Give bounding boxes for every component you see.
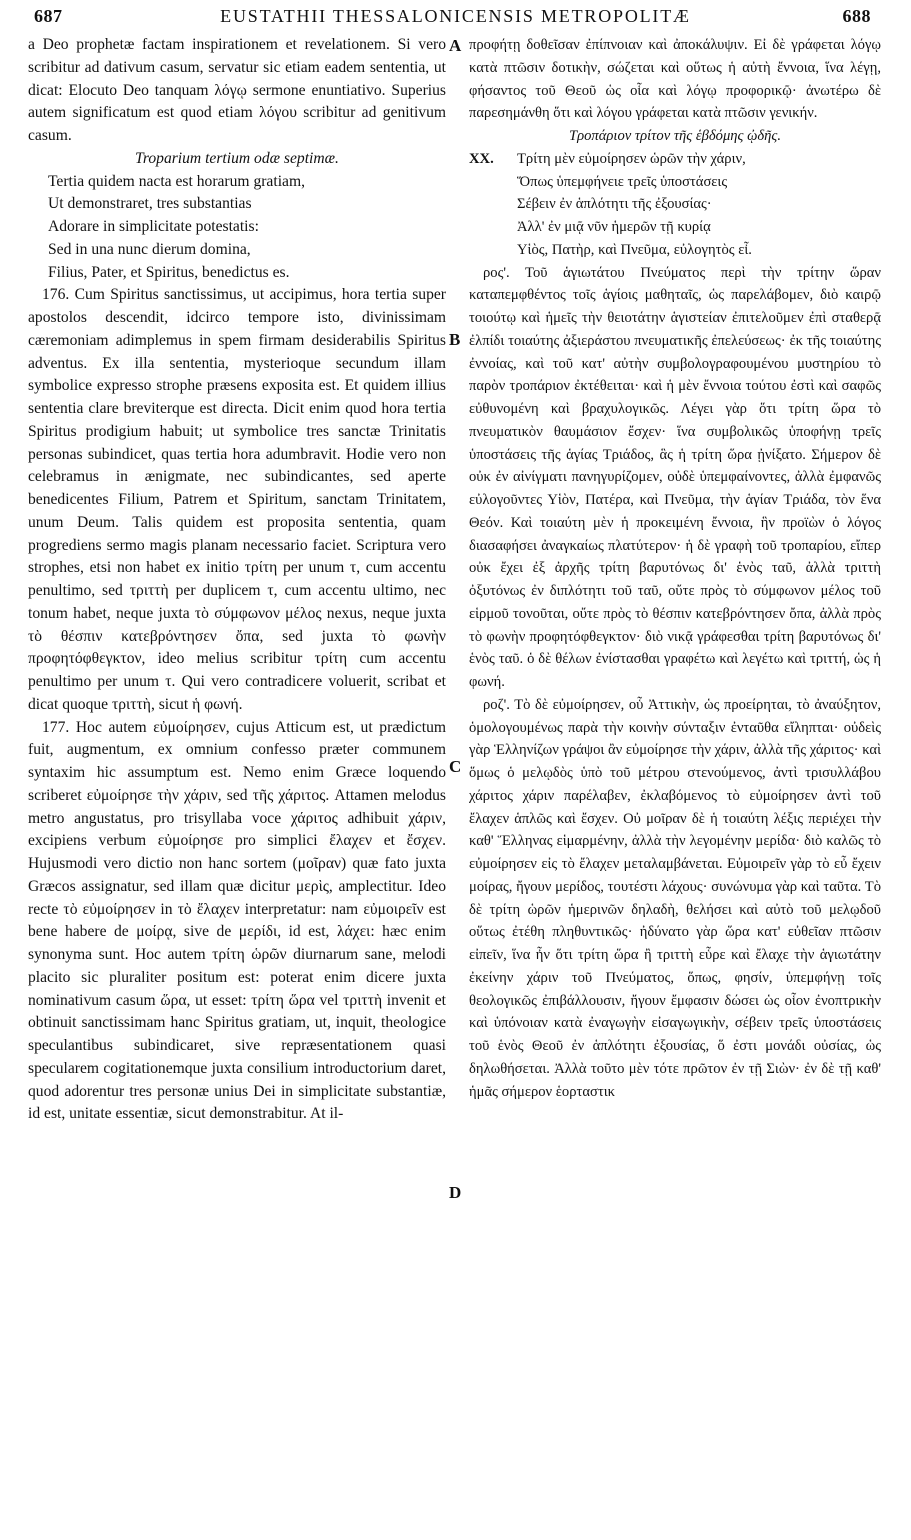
greek-column: [469, 34, 881, 1524]
greek-verse-line: Ὅπως ὑπεμφήνειε τρεῖς ὑποστάσεις: [517, 173, 728, 190]
page-number-left: 687: [34, 6, 63, 26]
greek-paragraph-176: ρος'. Τοῦ ἁγιωτάτου Πνεύματος περὶ τὴν τρίτην ὥραν καταπεμφθέντος τοῖς ἁγίοις μαθηταῖς, ὡς παρελάβομεν, διὸ καιρῷ τοιούτῳ καὶ ἡμεῖς τὴν θειοτάτην ἁγιστείαν ἐπιτελοῦμεν ἐπὶ σταθερᾷ ἐλπίδι τοιαύτης ἀξιεράστου πνευματικῆς ἐπελεύσεως· ἐκ τῆς τοιαύτης ἐννοίας, καὶ τοῦ κατ' αὐτὴν συμβολογραφουμένου μυστηρίου τὸ παρὸν τροπάριον ἐκτέθειται· καὶ ἡ μὲν ἔννοια τούτου ἐστὶ καὶ σαφῶς εὐθυνομένη καὶ βραχυλογικῶς. Λέγει γὰρ ὅτι τρίτη ὥρα τὸ πνευματικὸν θαυμάσιον ἔσχεν· ἵνα συμβολικῶς ὑποφήνῃ τρεῖς ὑποστάσεις τῆς ἁγίας Τριάδος, ἃς ἡ τρίτη ὥρα ᾐνίξατο. Σήμερον δὲ οὐκ ἐν αἰνίγματι πανηγυρίζομεν, οὐδὲ ὑπεμφαίνοντες, ἀλλὰ ἐμφανῶς εὐλογοῦντες Υἱὸν, Πατέρα, καὶ Πνεῦμα, τὴν ἁγίαν Τριάδα, τὸν ἕνα Θεόν. Καὶ τοιαύτη μὲν ἡ προκειμένη ἔννοια, ἣν προϊὼν ὁ λόγος διασαφήσει ἀναγκαίως πλατύτερον· ἡ δὲ γραφὴ τοῦ τροπαρίου, εἴπερ οὐκ ἔχει ἐξ ἀρχῆς τρίτη βαρυτόνως δι' ἑνὸς ταῦ, ἀλλὰ τριττὴ ὀξυτόνως ἐν διπλότητι τοῦ ταῦ, οὔτε πρὸς τὸ σύμφωνον μέλος τοῦ εἱρμοῦ τονοῦται, οὔτε πρὸς τὸ θέσπιν κατεβρόντησεν ὄπα, ἀλλὰ πρὸς τὸ φωνὴν προφητόφθεγκτον· διὸ νικᾷ γράφεσθαι τρίτη βαρυτόνως δι' ἑνὸς ταῦ. ὁ δὲ θέλων ἐνίστασθαι γραφέτω καὶ λεγέτω καὶ τριττή, ὡς ἡ φωνή.: [469, 264, 881, 690]
latin-intro-paragraph: a Deo prophetæ factam inspirationem et revelationem. Si vero scribitur ad dativum casum, servatur sic etiam eadem sententia, ut dicat: Elocuto Deo tanquam λόγῳ sermone enuntiativo. Superius autem significatum est quod etiam λόγου scribitur ad genitivum casum.: [28, 36, 446, 144]
latin-verse-line: Filius, Pater, et Spiritus, benedictus es.: [48, 263, 290, 281]
latin-troparion-heading: Troparium tertium odæ septimæ.: [135, 149, 339, 167]
verse-number: ΧΧ.: [469, 150, 494, 167]
latin-paragraph-176: 176. Cum Spiritus sanctissimus, ut accipimus, hora tertia super apostolos descendit, idcirco tempore isto, divinissimam cæremoniam adimplemus in spem firmam desiderabilis Spiritus adventus. Ex illa sententia, mysterioque secundum illam symbolice expresso strophe præsens exposita est. Et quidem illius sententia clare breviterque est directa. Dicit enim quod hora tertia Spiritus prodigium habuit; ut symbolice tres sanctæ Trinitatis personas subindicet, quas tertia hora adumbravit. Hodie vero non celebramus in ænigmate, nec subindicantes, sed aperte benedicentes Filium, Patrem et Spiritum, sanctam Trinitatem, unum Deum. Talis quidem est proposita sententia, quam progrediens sermo magis planam necessario faciet. Scriptura vero strophes, etsi non habet ex initio τρίτη per unum τ, cum accentu penultimo, sed τριττὴ per duplicem τ, cum accentu ultimo, nec tonum habet, neque juxta τὸ σύμφωνον μέλος nexus, neque juxta τὸ θέσπιν κατεβρόντησεν ὄπα, sed juxta τὸ φωνὴν προφητόφθεγκτον, ideo melius scribitur τρίτη cum accentu penultimo per unum τ. Qui vero contradicere voluerit, scribat et dicat quoque τριττὴ, sicut ἡ φωνή.: [28, 286, 446, 713]
latin-verse-line: Adorare in simplicitate potestatis:: [48, 218, 259, 235]
greek-verse-line-first: [469, 148, 881, 171]
greek-verse-line: Σέβειν ἐν ἁπλότητι τῆς ἐξουσίας·: [517, 196, 712, 213]
margin-letter-b: B: [449, 330, 461, 349]
latin-verse-line: Tertia quidem nacta est horarum gratiam,: [48, 172, 305, 190]
greek-verse-line: Ἀλλ' ἐν μιᾷ νῦν ἡμερῶν τῇ κυρίᾳ: [517, 219, 711, 235]
margin-letter-c: C: [449, 757, 462, 776]
margin-letter-d: D: [449, 1183, 462, 1202]
latin-verse-line: Sed in una nunc dierum domina,: [48, 240, 251, 258]
greek-paragraph-177: ροζ'. Τὸ δὲ εὐμοίρησεν, οὗ Ἀττικὴν, ὡς προείρηται, τὸ ἀναύξητον, ὁμολογουμένως παρὰ τὴν κοινὴν σύνταξιν ἐνταῦθα εἴληπται· οὐδεὶς γὰρ Ἑλληνίζων γράψοι ἂν εὐμοίρησε τὴν χάριν, ἀλλὰ τῆς χάριτος· καὶ ὅμως ὁ μελῳδὸς ὑπὸ τοῦ μέτρου στενούμενος, ἀντὶ τρισυλλάβου χάριτος χάριν παρέλαβεν, ἐκλαβόμενος τὸ εὐμοίρησεν ἀντὶ τοῦ ἔλαχεν ἁπλῶς καὶ ἔσχεν. Οὐ μοῖραν δὲ ἡ τοιαύτη λέξις περιέχει τὴν καθ' Ἕλληνας εἱμαρμένην, ἀλλὰ τὴν λεγομένην μερίδα· διὸ καλῶς τὸ εὐμοίρησεν εἰς τὸ ἔλαχεν μεταλαμβάνεται. Εὐμοιρεῖν γὰρ τὸ εὖ ἔχειν μοίρας, ἤγουν μερίδος, τουτέστι λάχους· συνώνυμα γὰρ καὶ ταῦτα. Τὸ δὲ τρίτη ὡρῶν ἡμερινῶν δηλαδὴ, θελήσει καὶ αὐτὸ τοῦ μελῳδοῦ οὕτως ἐτέθη πληθυντικῶς· ἠδύνατο γὰρ ὥρα κατ' εὐθεῖαν πτῶσιν εἰπεῖν, ἵνα ἦν ὅτι τρίτη ὥρα ἢ τριττὴ εὗρε καὶ ἔλαχε τὴν ἁγιωτάτην ἐκείνην χάριν τοῦ Πνεύματος, ὅπως, φησίν, ὑπεμφήνῃ τοῖς θεολογικῶς ἐπιβάλλουσιν, ἤγουν ἔμφασιν δώσει ὡς οἷον ἐνοπτρικὴν καὶ ὑπόνοιαν κατὰ ἐναγωγὴν εἰσαγωγικὴν, σέβειν τρεῖς ὑποστάσεις τοῦ ἑνὸς Θεοῦ ἐν ἁπλότητι ἐξουσίας, ὅ ἐστι μονάδι οὐσίας, ὡς δηλωθήσεται. Ἀλλὰ τοῦτο μὲν τότε πρῶτον ἐν τῇ Σιὼν· ἐν δὲ τῇ καθ' ἡμᾶς σήμερον ἑορταστικ: [469, 696, 881, 1100]
latin-verse-line: Ut demonstraret, tres substantias: [48, 195, 252, 213]
greek-verse-line: Υἱὸς, Πατὴρ, καὶ Πνεῦμα, εὐλογητὸς εἶ.: [517, 241, 752, 258]
latin-column: [28, 34, 446, 1524]
latin-paragraph-177: 177. Hoc autem εὐμοίρησεν, cujus Atticum est, ut prædictum fuit, augmentum, ex omnium confesso præter communem syntaxim hic assumptum est. Nemo enim Græce loquendo scriberet εὐμοίρησε τὴν χάριν, sed τῆς χάριτος. Attamen melodus metro angustatus, pro trisyllaba voce χάριτος adhibuit χάριν, excipiens verbum εὐμοίρησε pro simplici ἔλαχεν et ἔσχεν. Hujusmodi vero dictio non hanc sortem (μοῖραν) quæ fato juxta Græcos assignatur, sed illam quæ dicitur μερὶς, amplectitur. Ideo recte τὸ εὐμοίρησεν in τὸ ἔλαχεν interpretatur: nam εὐμοιρεῖν est bene habere de μοίρᾳ, sive de μερίδι, id est, λάχει: hæc enim synonyma sunt. Hoc autem τρίτη ὡρῶν diurnarum sane, melodi placito sic pluraliter positum est: poterat enim dicere juxta nominativum casum ὥρα, ut esset: τρίτη ὥρα vel τριττὴ invenit et obtinuit sanctissimam hanc Spiritus gratiam, ut, inquit, theologice speculantibus subindicaret, sive repræsentationem quasi specularem cogitationemque juxta consilium introductorium daret, quod adorentur tres personæ unius Dei in simplicitate substantiæ, id est, unitate essentiæ, sicut demonstrabitur. At il-: [28, 718, 446, 1123]
page-number-right: 688: [842, 6, 871, 26]
greek-troparion-heading: Τροπάριον τρίτον τῆς ἑβδόμης ᾠδῆς.: [569, 128, 781, 144]
margin-letter-a: A: [449, 36, 462, 55]
greek-verse-text: Τρίτη μὲν εὐμοίρησεν ὡρῶν τὴν χάριν,: [517, 150, 746, 167]
running-title: EUSTATHII THESSALONICENSIS METROPOLITÆ: [220, 6, 691, 26]
greek-intro-paragraph: προφήτῃ δοθεῖσαν ἐπίπνοιαν καὶ ἀποκάλυψιν. Εἰ δὲ γράφεται λόγῳ κατὰ πτῶσιν δοτικὴν, σώζεται καὶ οὕτως ἡ αὐτὴ ἔννοια, ἵνα λέγῃ, φήσαντος τοῦ Θεοῦ ὡς οἷα καὶ λόγῳ προφορικῷ· ἀνωτέρω δὲ παρεσημάνθη ὅτι καὶ λόγου γράφεται κατὰ πτῶσιν γενικήν.: [469, 37, 881, 122]
